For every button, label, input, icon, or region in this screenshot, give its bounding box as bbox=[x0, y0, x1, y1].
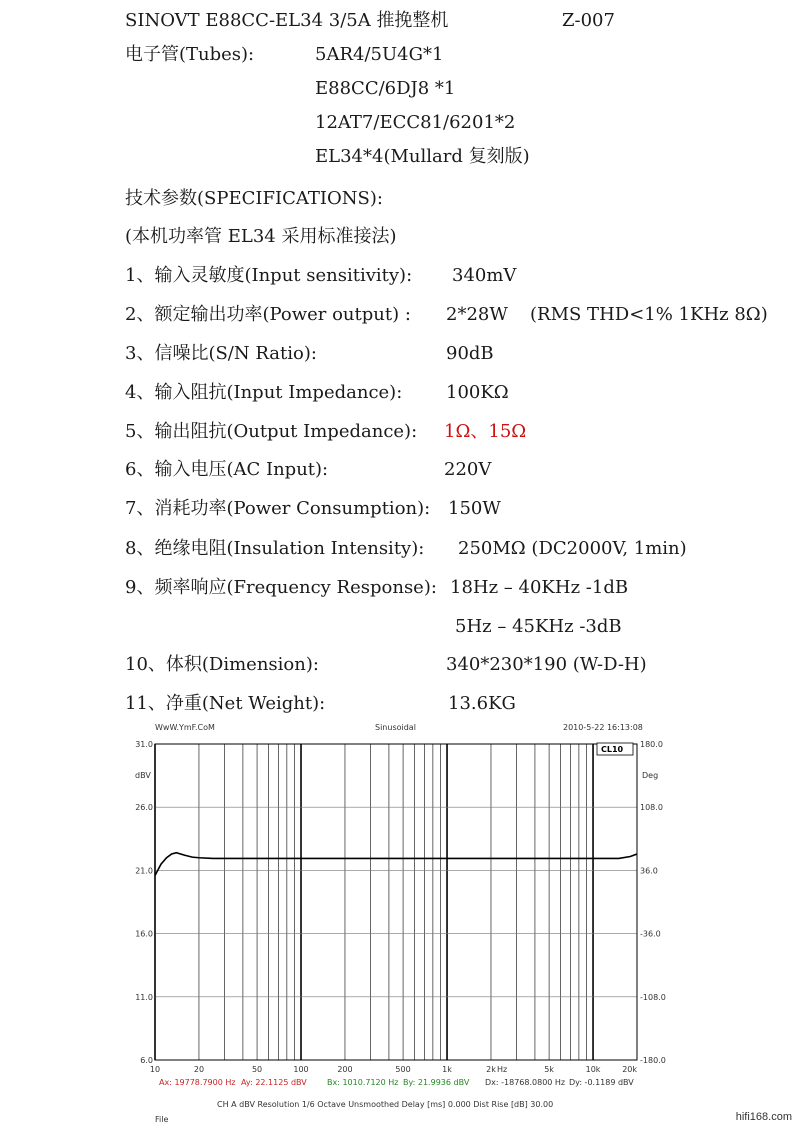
spec-label: 5、输出阻抗(Output Impedance): bbox=[125, 421, 418, 442]
y-tick-label-right: -180.0 bbox=[640, 1056, 666, 1065]
specs-note: (本机功率管 EL34 采用标准接法) bbox=[125, 226, 397, 247]
y-unit-left: dBV bbox=[135, 771, 151, 780]
readout-bx: Bx: 1010.7120 Hz bbox=[327, 1078, 399, 1087]
x-tick-label: 200 bbox=[337, 1065, 353, 1074]
series-line bbox=[155, 853, 637, 876]
spec-value: 2*28W bbox=[446, 304, 508, 325]
y-tick-label: 6.0 bbox=[140, 1056, 153, 1065]
model-number: Z-007 bbox=[562, 10, 615, 31]
y-tick-label: 31.0 bbox=[135, 740, 153, 749]
x-tick-label: 20k bbox=[622, 1065, 637, 1074]
spec-value: 220V bbox=[444, 459, 492, 480]
chart-file-label: File bbox=[155, 1115, 169, 1124]
x-tick-label: 1k bbox=[442, 1065, 452, 1074]
spec-label: 8、绝缘电阻(Insulation Intensity): bbox=[125, 538, 425, 559]
chart-header-center: Sinusoidal bbox=[375, 723, 416, 732]
frequency-response-chart bbox=[135, 718, 785, 1128]
y-tick-label-right: -36.0 bbox=[640, 929, 661, 939]
readout-ax: Ax: 19778.7900 Hz bbox=[159, 1078, 236, 1087]
readout-ay: Ay: 22.1125 dBV bbox=[241, 1078, 307, 1087]
spec-label: 3、信噪比(S/N Ratio): bbox=[125, 343, 317, 364]
spec-label: 11、净重(Net Weight): bbox=[125, 693, 326, 714]
specs-heading: 技术参数(SPECIFICATIONS): bbox=[125, 188, 383, 209]
y-tick-label-right: 180.0 bbox=[640, 740, 663, 749]
x-tick-label: 5k bbox=[544, 1065, 554, 1074]
spec-label: 4、输入阻抗(Input Impedance): bbox=[125, 382, 403, 403]
spec-value-output-impedance: 1Ω、15Ω bbox=[444, 421, 527, 442]
y-tick-label: 26.0 bbox=[135, 803, 153, 813]
spec-extra: (RMS THD<1% 1KHz 8Ω) bbox=[530, 304, 768, 325]
y-unit-right: Deg bbox=[642, 771, 659, 780]
y-tick-label-right: -108.0 bbox=[640, 992, 666, 1002]
x-tick-label: 20 bbox=[193, 1065, 205, 1074]
x-unit: Hz bbox=[497, 1065, 508, 1074]
document-title: SINOVT E88CC-EL34 3/5A 推挽整机 bbox=[125, 10, 449, 31]
spec-value: 100KΩ bbox=[446, 382, 509, 403]
y-tick-label: 11.0 bbox=[135, 992, 153, 1002]
x-tick-label: 50 bbox=[251, 1065, 263, 1074]
spec-label: 1、输入灵敏度(Input sensitivity): bbox=[125, 265, 413, 286]
spec-label: 9、频率响应(Frequency Response): bbox=[125, 577, 437, 598]
spec-value: 150W bbox=[448, 498, 501, 519]
spec-label: 6、输入电压(AC Input): bbox=[125, 459, 329, 480]
spec-label: 10、体积(Dimension): bbox=[125, 654, 319, 675]
y-tick-label-right: 36.0 bbox=[640, 866, 658, 876]
tube-item: EL34*4(Mullard 复刻版) bbox=[315, 146, 530, 167]
y-tick-label: 21.0 bbox=[135, 866, 153, 876]
chart-tag: CL10 bbox=[601, 745, 624, 754]
spec-label: 7、消耗功率(Power Consumption): bbox=[125, 498, 431, 519]
spec-label: 2、额定输出功率(Power output) : bbox=[125, 304, 411, 325]
readout-dy: Dy: -0.1189 dBV bbox=[569, 1078, 634, 1087]
x-tick-label: 10 bbox=[149, 1065, 161, 1074]
chart-grid bbox=[155, 744, 637, 1060]
spec-value: 340*230*190 (W-D-H) bbox=[446, 654, 647, 675]
readout-dx: Dx: -18768.0800 Hz bbox=[485, 1078, 566, 1087]
chart-footer: CH A dBV Resolution 1/6 Octave Unsmoothed Delay [ms] 0.000 Dist Rise [dB] 30.00 bbox=[217, 1100, 554, 1109]
spec-value: 13.6KG bbox=[448, 693, 516, 714]
tube-item: E88CC/6DJ8 *1 bbox=[315, 78, 456, 99]
chart-header-left: WwW.YmF.CoM bbox=[155, 723, 215, 732]
spec-value-secondary: 5Hz – 45KHz -3dB bbox=[455, 616, 622, 637]
x-tick-label: 2k bbox=[486, 1065, 496, 1074]
readout-by: By: 21.9936 dBV bbox=[403, 1078, 470, 1087]
x-tick-label: 10k bbox=[585, 1065, 601, 1074]
x-tick-label: 500 bbox=[395, 1065, 411, 1074]
tube-item: 12AT7/ECC81/6201*2 bbox=[315, 112, 516, 133]
spec-value: 18Hz – 40KHz -1dB bbox=[450, 577, 629, 598]
x-tick-labels bbox=[150, 1065, 637, 1074]
spec-value: 90dB bbox=[446, 343, 494, 364]
x-tick-label: 100 bbox=[293, 1065, 309, 1074]
spec-value: 250MΩ (DC2000V, 1min) bbox=[458, 538, 687, 559]
y-tick-label-right: 108.0 bbox=[640, 803, 663, 813]
spec-value: 340mV bbox=[452, 265, 517, 286]
watermark: hifi168.com bbox=[735, 1111, 792, 1123]
tubes-label: 电子管(Tubes): bbox=[125, 44, 255, 65]
tube-item: 5AR4/5U4G*1 bbox=[315, 44, 444, 65]
chart-header-right: 2010-5-22 16:13:08 bbox=[563, 723, 643, 732]
y-tick-label: 16.0 bbox=[135, 929, 153, 939]
plot-frame bbox=[155, 744, 637, 1060]
